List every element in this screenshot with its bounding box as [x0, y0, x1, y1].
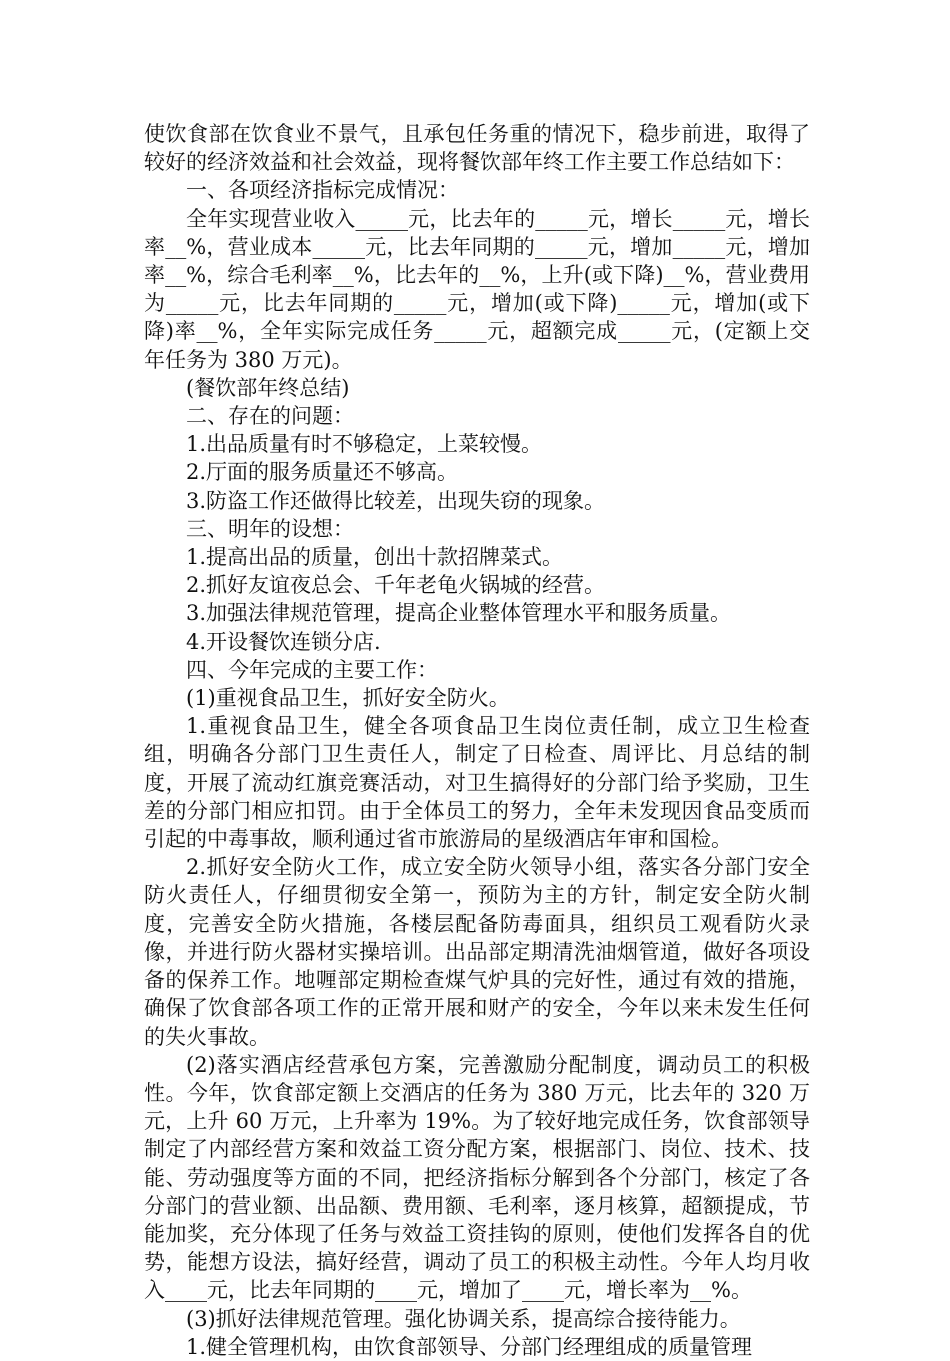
plan-item-3: 3.加强法律规范管理，提高企业整体管理水平和服务质量。 — [186, 601, 732, 626]
management-paragraph: 1.健全管理机构，由饮食部领导、分部门经理组成的质量管理 — [186, 1334, 753, 1359]
document-body — [144, 120, 810, 1361]
plan-item-4: 4.开设餐饮连锁分店. — [186, 629, 381, 654]
problem-item-1: 1.出品质量有时不够稳定，上菜较慢。 — [186, 432, 543, 457]
problem-item-3: 3.防盗工作还做得比较差，出现失窃的现象。 — [186, 488, 606, 513]
problem-item-2: 2.厅面的服务质量还不够高。 — [186, 460, 459, 485]
work-subheading-3: (3)抓好法律规范管理。强化协调关系，提高综合接待能力。 — [186, 1306, 741, 1331]
contract-plan-paragraph: (2)落实酒店经营承包方案，完善激励分配制度，调动员工的积极性。今年，饮食部定额上交酒店的任务为 380 万元，比去年的 320 万元，上升 60 万元，上升率为 19%。为了较好地完成任务，饮食部领导制定了内部经营方案和效益工资分配方案，根据部门、岗位、技术、技能、劳动强度等方面的不同，把经济指标分解到各个分部门，核定了各分部门的营业额、出品额、费用额、毛利率，逐月核算，超额提成，节能加奖，充分体现了任务与效益工资挂钩的原则，使他们发挥各自的优势，能想方设法，搞好经营，调动了员工的积极主动性。今年人均月收入____元，比去年同期的____元，增加了____元，增长率为__%。 — [144, 1052, 810, 1303]
section-heading-4: 四、今年完成的主要工作： — [186, 657, 438, 682]
economic-indicators-paragraph: 全年实现营业收入_____元，比去年的_____元，增长_____元，增长率__%，营业成本_____元，比去年同期的_____元，增加_____元，增加率__%，综合毛利率__%，比去年的__%，上升(或下降)__%，营业费用为_____元，比去年同期的_____元，增加(或下降)_____元，增加(或下降)率__%，全年实际完成任务_____元，超额完成_____元，(定额上交年任务为 380 万元)。 — [144, 206, 810, 372]
subtitle-note: (餐饮部年终总结) — [186, 375, 350, 400]
work-subheading-1: (1)重视食品卫生，抓好安全防火。 — [186, 686, 510, 711]
section-heading-3: 三、明年的设想： — [186, 516, 354, 541]
fire-safety-paragraph: 2.抓好安全防火工作，成立安全防火领导小组，落实各分部门安全防火责任人，仔细贯彻安全第一，预防为主的方针，制定安全防火制度，完善安全防火措施，各楼层配备防毒面具，组织员工观看防火录像，并进行防火器材实操培训。出品部定期清洗油烟管道，做好各项设备的保养工作。地喱部定期检查煤气炉具的完好性，通过有效的措施，确保了饮食部各项工作的正常开展和财产的安全，今年以来未发生任何的失火事故。 — [144, 855, 810, 1049]
plan-item-1: 1.提高出品的质量，创出十款招牌菜式。 — [186, 545, 564, 570]
section-heading-2: 二、存在的问题： — [186, 404, 354, 429]
intro-paragraph: 使饮食部在饮食业不景气，且承包任务重的情况下，稳步前进，取得了较好的经济效益和社会效益，现将餐饮部年终工作主要工作总结如下： — [144, 122, 810, 175]
plan-item-2: 2.抓好友谊夜总会、千年老龟火锅城的经营。 — [186, 573, 606, 598]
food-hygiene-paragraph: 1.重视食品卫生，健全各项食品卫生岗位责任制，成立卫生检查组，明确各分部门卫生责任人，制定了日检查、周评比、月总结的制度，开展了流动红旗竞赛活动，对卫生搞得好的分部门给予奖励，卫生差的分部门相应扣罚。由于全体员工的努力，全年未发现因食品变质而引起的中毒事故，顺利通过省市旅游局的星级酒店年审和国检。 — [144, 714, 810, 852]
section-heading-1: 一、各项经济指标完成情况： — [186, 178, 459, 203]
